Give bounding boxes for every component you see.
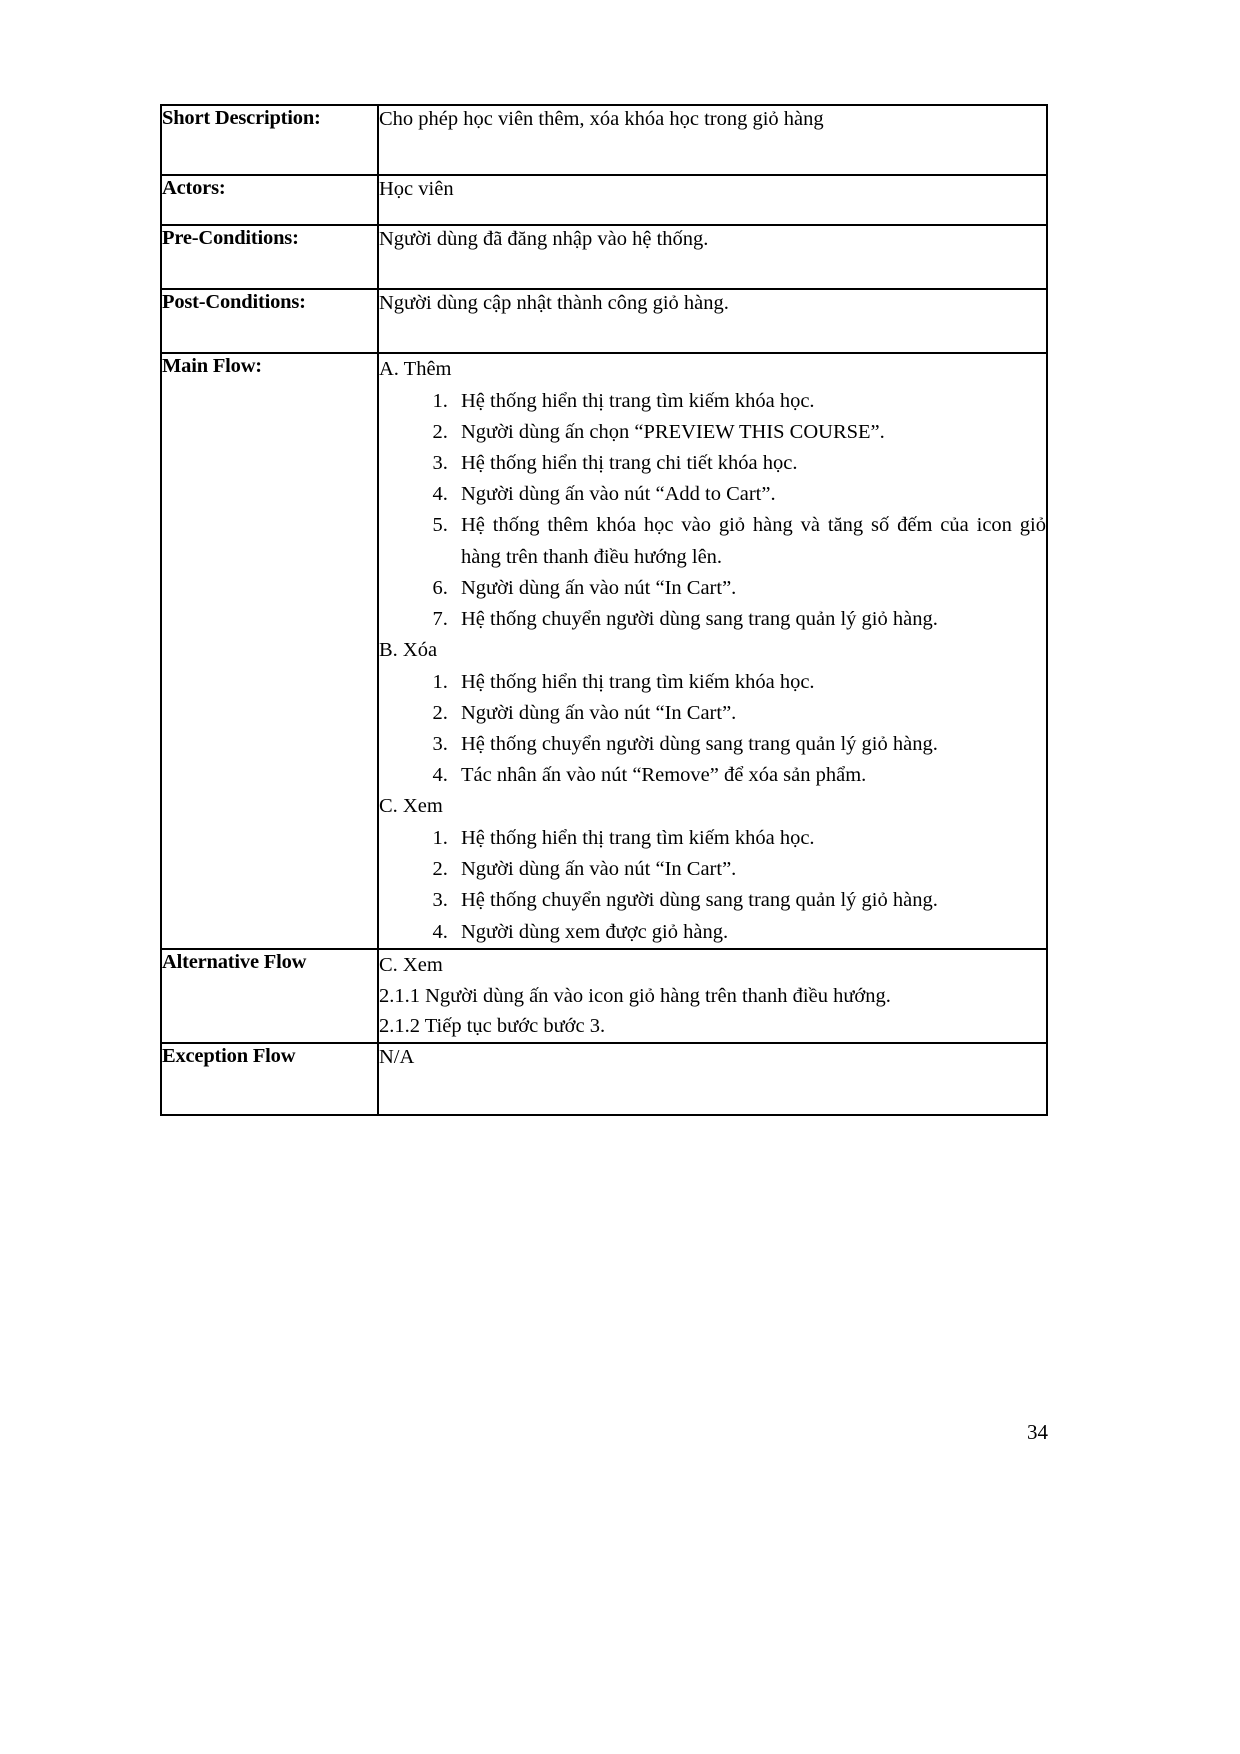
row-value-actors: Học viên <box>378 175 1047 225</box>
row-value-exception-flow <box>378 1043 1047 1115</box>
table-row-pre-conditions <box>161 225 1047 289</box>
exception-flow-value: N/A <box>379 1046 415 1068</box>
table-row-exception-flow <box>161 1043 1047 1115</box>
row-value-pre-conditions: Người dùng đã đăng nhập vào hệ thống. <box>378 225 1047 289</box>
use-case-table-body <box>161 105 1047 1115</box>
list-item: 4. Người dùng ấn vào nút “Add to Cart”. <box>453 479 1046 510</box>
list-item: 4. Người dùng xem được giỏ hàng. <box>453 917 1046 948</box>
list-item: 7. Hệ thống chuyển người dùng sang trang quản lý giỏ hàng. <box>453 604 1046 635</box>
row-value-main-flow <box>378 353 1047 949</box>
row-label-exception-flow: Exception Flow <box>161 1043 378 1115</box>
flow-section-a-steps <box>379 386 1046 635</box>
row-value-short-description: Cho phép học viên thêm, xóa khóa học trong giỏ hàng <box>378 105 1047 175</box>
list-item: 3. Hệ thống chuyển người dùng sang trang quản lý giỏ hàng. <box>453 729 1046 760</box>
table-row-main-flow <box>161 353 1047 949</box>
row-value-post-conditions: Người dùng cập nhật thành công giỏ hàng. <box>378 289 1047 353</box>
table-row-actors <box>161 175 1047 225</box>
flow-section-c-heading: C. Xem <box>379 795 443 818</box>
list-item: 1. Hệ thống hiển thị trang tìm kiếm khóa học. <box>453 823 1046 854</box>
list-item: 1. Hệ thống hiển thị trang tìm kiếm khóa học. <box>453 386 1046 417</box>
flow-section-b-heading: B. Xóa <box>379 639 438 661</box>
list-item: 2. Người dùng ấn chọn “PREVIEW THIS COURSE”. <box>453 417 1046 448</box>
list-item: 1. Hệ thống hiển thị trang tìm kiếm khóa học. <box>453 667 1046 698</box>
list-item: 2. Người dùng ấn vào nút “In Cart”. <box>453 698 1046 729</box>
row-label-post-conditions: Post-Conditions: <box>161 289 378 353</box>
list-item: 6. Người dùng ấn vào nút “In Cart”. <box>453 573 1046 604</box>
alternative-flow-line: 2.1.2 Tiếp tục bước bước 3. <box>379 1015 606 1038</box>
table-row-post-conditions <box>161 289 1047 353</box>
flow-section-c-steps <box>379 823 1046 948</box>
alternative-flow-line: 2.1.1 Người dùng ấn vào icon giỏ hàng trên thanh điều hướng. <box>379 984 891 1007</box>
list-item: 3. Hệ thống hiển thị trang chi tiết khóa học. <box>453 448 1046 479</box>
flow-section-b-steps <box>379 667 1046 792</box>
list-item: 3. Hệ thống chuyển người dùng sang trang quản lý giỏ hàng. <box>453 885 1046 916</box>
row-label-short-description: Short Description: <box>161 105 378 175</box>
row-label-pre-conditions: Pre-Conditions: <box>161 225 378 289</box>
table-row-alternative-flow <box>161 949 1047 1043</box>
row-label-main-flow: Main Flow: <box>161 353 378 949</box>
page-number: 34 <box>1027 1420 1048 1444</box>
list-item: 2. Người dùng ấn vào nút “In Cart”. <box>453 854 1046 885</box>
use-case-table <box>160 104 1048 1116</box>
list-item: 4. Tác nhân ấn vào nút “Remove” để xóa sản phẩm. <box>453 760 1046 791</box>
flow-section-c <box>379 791 1046 947</box>
list-item: 5. Hệ thống thêm khóa học vào giỏ hàng và tăng số đếm của icon giỏ hàng trên thanh điều hướng lên. <box>453 510 1046 572</box>
table-row-short-description <box>161 105 1047 175</box>
flow-section-a <box>379 354 1046 635</box>
row-value-alternative-flow <box>378 949 1047 1043</box>
flow-section-a-heading: A. Thêm <box>379 358 452 380</box>
row-label-alternative-flow: Alternative Flow <box>161 949 378 1043</box>
alternative-flow-line: C. Xem <box>379 953 443 976</box>
flow-section-b <box>379 635 1046 791</box>
row-label-actors: Actors: <box>161 175 378 225</box>
